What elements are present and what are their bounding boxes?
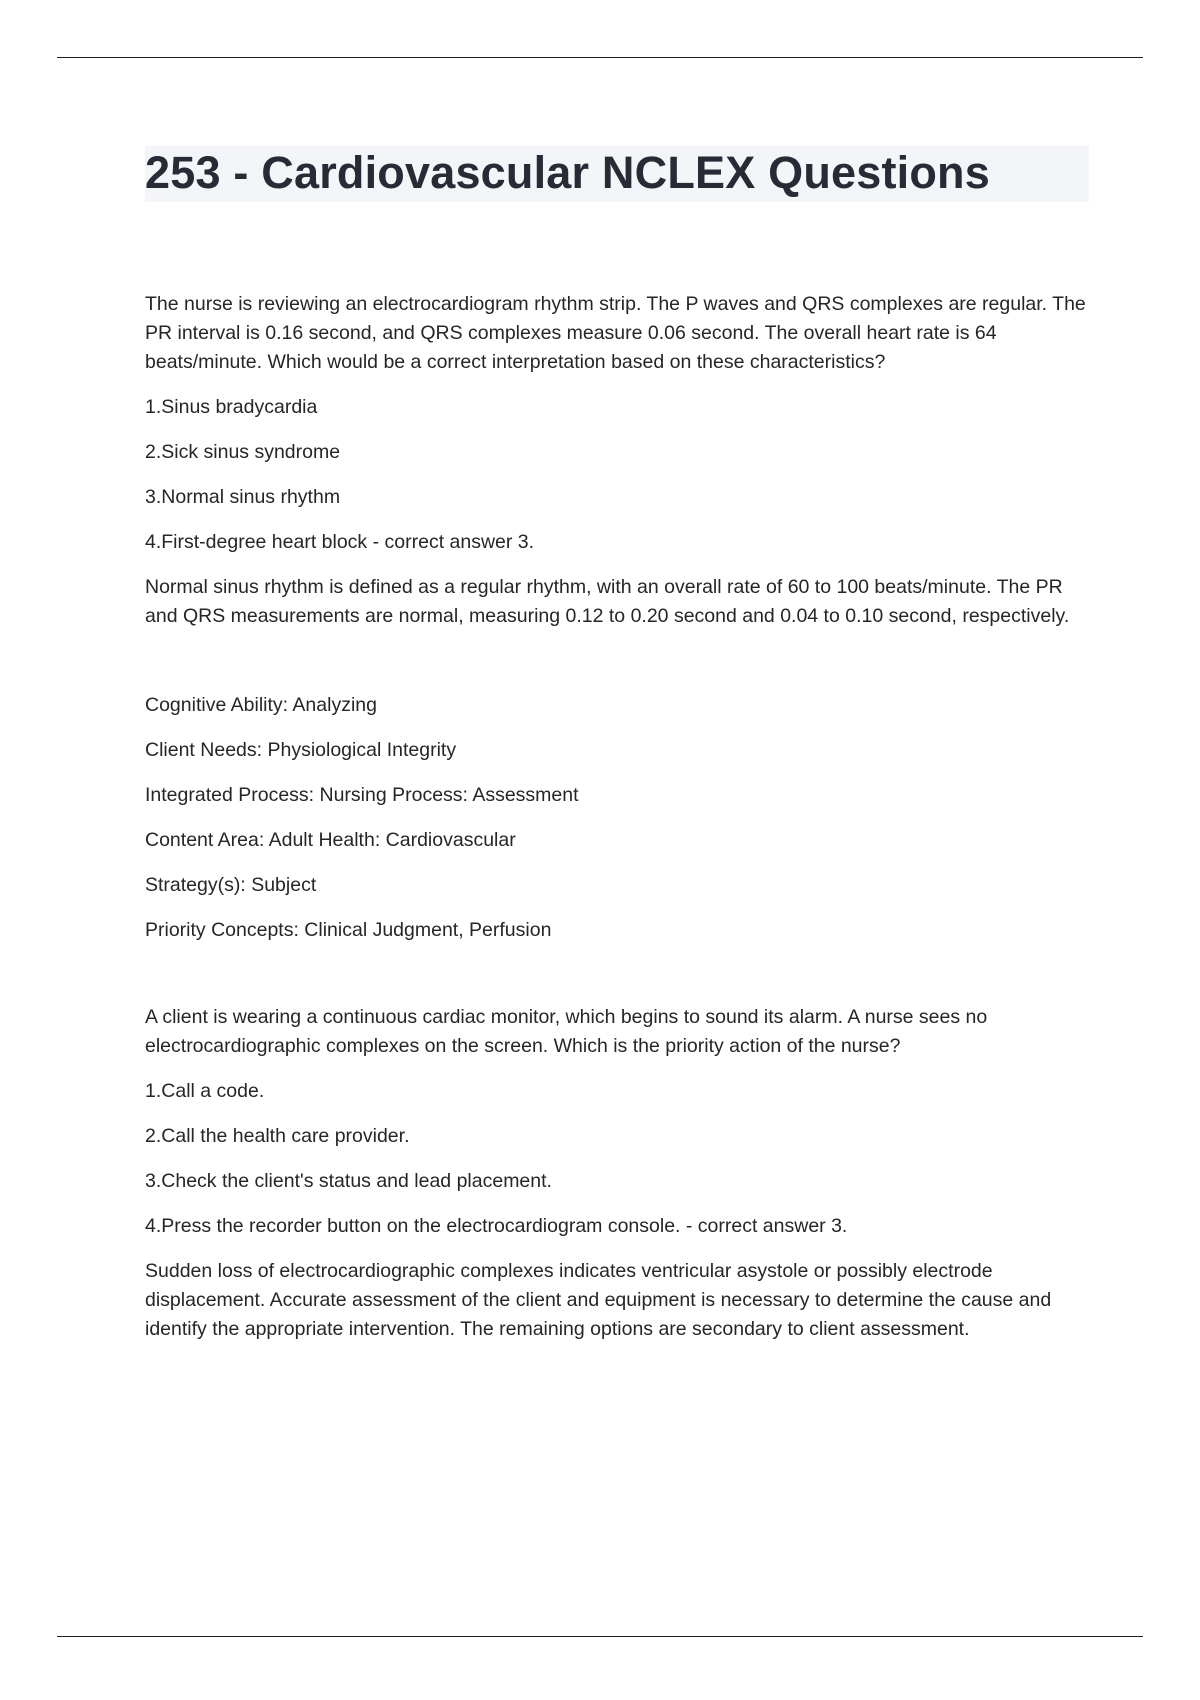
meta-cognitive-ability: Cognitive Ability: Analyzing <box>145 694 377 716</box>
question-2 <box>145 1003 1090 1344</box>
meta-client-needs: Client Needs: Physiological Integrity <box>145 739 457 761</box>
answer-option: 3.Normal sinus rhythm <box>145 486 341 508</box>
answer-option: 1.Sinus bradycardia <box>145 396 318 418</box>
spacer <box>145 961 1090 1003</box>
answer-option: 4.Press the recorder button on the electrocardiogram console. - correct answer 3. <box>145 1215 848 1237</box>
question-1 <box>145 290 1090 945</box>
meta-integrated-process: Integrated Process: Nursing Process: Assessment <box>145 784 579 806</box>
bottom-divider <box>57 1636 1143 1637</box>
spacer <box>145 647 1090 691</box>
question-stem: The nurse is reviewing an electrocardiogram rhythm strip. The P waves and QRS complexes are regular. The PR interval is 0.16 second, and QRS complexes measure 0.06 second. The overall heart rate is 64 beats/minute. Which would be a correct interpretation based on these characteristics? <box>145 293 1086 373</box>
meta-priority-concepts: Priority Concepts: Clinical Judgment, Perfusion <box>145 919 552 941</box>
question-stem: A client is wearing a continuous cardiac monitor, which begins to sound its alarm. A nurse sees no electrocardiographic complexes on the screen. Which is the priority action of the nurse? <box>145 1006 988 1057</box>
answer-option: 2.Sick sinus syndrome <box>145 441 341 463</box>
answer-option: 1.Call a code. <box>145 1080 265 1102</box>
answer-option: 3.Check the client's status and lead placement. <box>145 1170 552 1192</box>
meta-strategy: Strategy(s): Subject <box>145 874 317 896</box>
meta-content-area: Content Area: Adult Health: Cardiovascular <box>145 829 516 851</box>
answer-option: 2.Call the health care provider. <box>145 1125 410 1147</box>
document-body <box>145 290 1090 1360</box>
page-title: 253 - Cardiovascular NCLEX Questions <box>145 147 990 198</box>
top-divider <box>57 57 1143 58</box>
rationale: Sudden loss of electrocardiographic complexes indicates ventricular asystole or possibly electrode displacement. Accurate assessment of the client and equipment is necessary to determine the cause and identify the appropriate intervention. The remaining options are secondary to client assessment. <box>145 1260 1052 1340</box>
answer-option: 4.First-degree heart block - correct answer 3. <box>145 531 535 553</box>
rationale: Normal sinus rhythm is defined as a regular rhythm, with an overall rate of 60 to 100 beats/minute. The PR and QRS measurements are normal, measuring 0.12 to 0.20 second and 0.04 to 0.10 second, respectively. <box>145 576 1070 627</box>
